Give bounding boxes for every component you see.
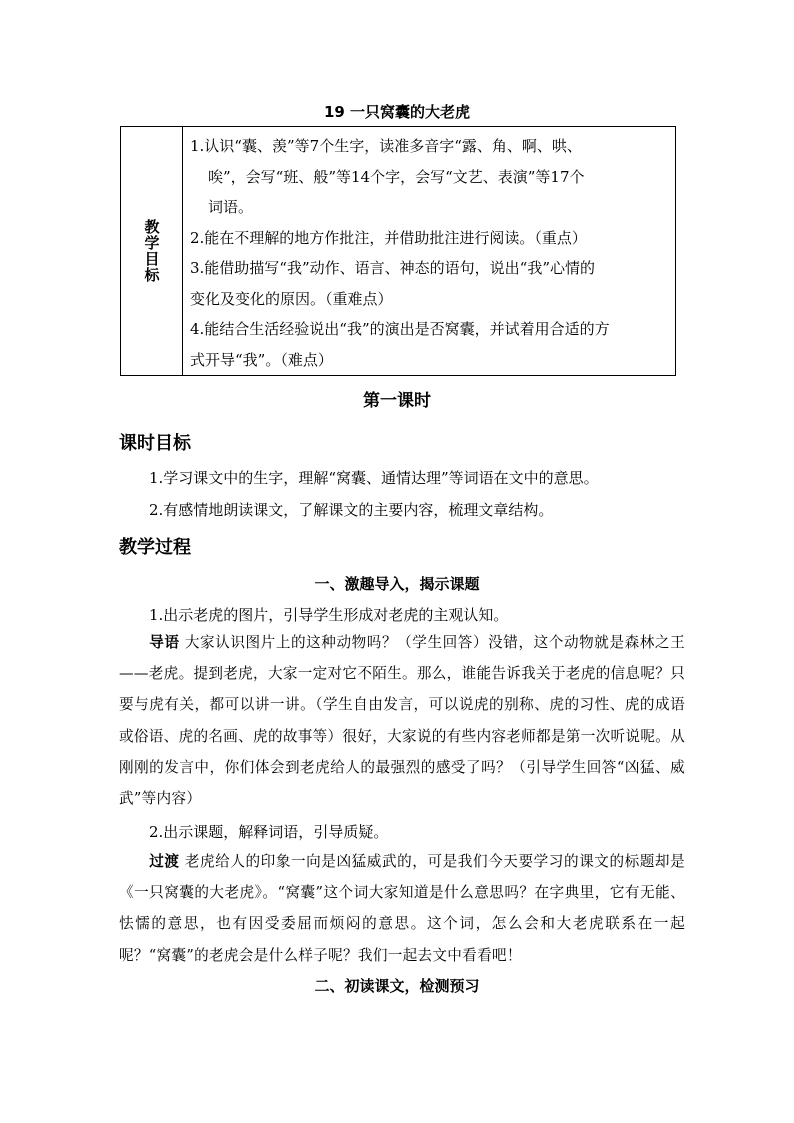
goal-line: 1.认识“囊、羡”等7个生字，读准多音字“露、角、啊、哄、 bbox=[190, 137, 582, 155]
intro-label: 导语 bbox=[149, 634, 180, 651]
step-one: 1.出示老虎的图片，引导学生形成对老虎的主观认知。 bbox=[149, 606, 509, 624]
lesson-goal-item: 1.学习课文中的生字，理解“窝囊、通情达理”等词语在文中的意思。 bbox=[149, 469, 599, 487]
document-title: 19 一只窝囊的大老虎 bbox=[323, 103, 471, 121]
transition-paragraph bbox=[119, 846, 685, 971]
lesson-title: 第一课时 bbox=[363, 391, 431, 411]
goals-table-header: 教学目标 bbox=[142, 219, 161, 283]
goal-line: 词语。 bbox=[208, 198, 254, 216]
transition-text: 老虎给人的印象一向是凶猛威武的，可是我们今天要学习的课文的标题却是《一只窝囊的大老虎》。“窝囊”这个词大家知道是什么意思吗？在字典里，它有无能、怯懦的意思，也有因受委屈而烦闷的意思。这个词，怎么会和大老虎联系在一起呢？“窝囊”的老虎会是什么样子呢？我们一起去文中看看吧！ bbox=[119, 853, 685, 964]
goal-line: 2.能在不理解的地方作批注，并借助批注进行阅读。（重点） bbox=[190, 228, 587, 247]
goal-line: 式开导“我”。（难点） bbox=[190, 350, 333, 369]
section-two-title: 二、初读课文，检测预习 bbox=[314, 977, 480, 995]
goal-line: 变化及变化的原因。（重难点） bbox=[190, 289, 393, 308]
transition-label: 过渡 bbox=[149, 853, 180, 870]
lesson-goal-item: 2.有感情地朗读课文，了解课文的主要内容，梳理文章结构。 bbox=[149, 501, 554, 519]
goal-line: 唉”，会写“班、般”等14个字，会写“文艺、表演”等17个 bbox=[208, 167, 585, 186]
step-two: 2.出示课题，解释词语，引导质疑。 bbox=[149, 823, 389, 841]
teaching-goals-table bbox=[120, 126, 676, 376]
lesson-goals-heading: 课时目标 bbox=[119, 433, 191, 454]
goal-line: 3.能借助描写“我”动作、语言、神态的语句，说出“我”心情的 bbox=[190, 259, 595, 277]
intro-text: 大家认识图片上的这种动物吗？（学生回答）没错，这个动物就是森林之王——老虎。提到老虎，大家一定对它不陌生。那么，谁能告诉我关于老虎的信息呢？只要与虎有关，都可以讲一讲。（学生自由发言，可以说虎的别称、虎的习性、虎的成语或俗语、虎的名画、虎的故事等）很好，大家说的有些内容老师都是第一次听说呢。从刚刚的发言中，你们体会到老虎给人的最强烈的感受了吗？（引导学生回答“凶猛、威武”等内容） bbox=[119, 634, 685, 808]
goal-line: 4.能结合生活经验说出“我”的演出是否窝囊，并试着用合适的方 bbox=[190, 320, 610, 338]
intro-paragraph bbox=[119, 627, 685, 814]
section-one-title: 一、激趣导入，揭示课题 bbox=[314, 575, 480, 593]
goals-table-content-cell bbox=[183, 127, 675, 375]
teaching-process-heading: 教学过程 bbox=[119, 537, 191, 558]
goals-table-header-cell bbox=[121, 127, 183, 375]
